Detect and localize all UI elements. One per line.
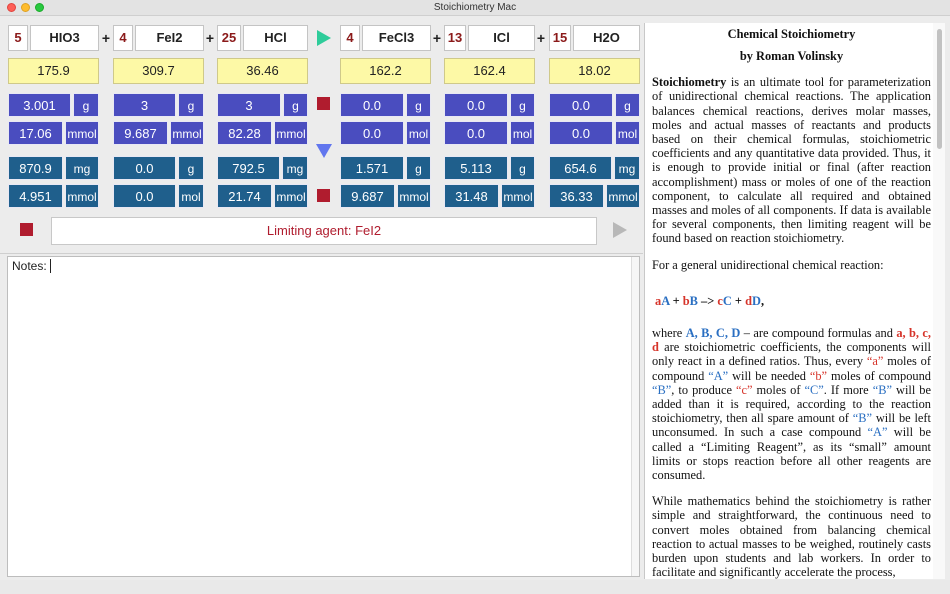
notes-label: Notes: [12,259,47,273]
molar-mass-field: 309.7 [113,58,204,84]
result-amount-unit[interactable]: mmol [501,184,535,208]
initial-amount-unit[interactable]: mol [615,121,640,145]
text-cursor [50,259,51,273]
result-mass-field: 792.5 [217,156,280,180]
doc-intro-paragraph: Stoichiometry is an ultimate tool for parameterization of unidirectional chemical reactions. The application balances chemical reactions, derives molar masses, moles and actual masses of reactants and products based on their chemical formulas, stoichiometric coefficients and any quantitative data provided. Thus, it is enough to provide initial or final (after reaction accomplishment) mass or moles of one of the reaction component, to calculate all required and obtained masses and moles of all components. If data is available for several components, then limiting reagent will be found based on reaction stoichiometry. [652,75,931,246]
doc-explanation-paragraph: where A, B, C, D – are compound formulas and a, b, c, d are stoichiometric coefficients, the components will only react in a defined ratios. Thus, every “a” moles of compound “A” will be needed “b” moles of compound “B”, to produce “c” moles of “C”. If more “B” will be added than it is required, according to the reaction stoichiometry, then all spare amount of “B” will be left unconsumed. In such a case compound “A” will be called a “Limiting Reagent”, as its “small” amount limits or stops reaction before all other reagents are consumed. [652,326,932,483]
initial-amount-unit[interactable]: mmol [274,121,308,145]
result-mass-unit[interactable]: g [178,156,204,180]
initial-mass-unit[interactable]: g [73,93,99,117]
stop-result-icon[interactable] [317,189,330,202]
plus-sign: + [536,30,546,46]
initial-mass-input[interactable]: 3 [113,93,176,117]
result-amount-unit[interactable]: mmol [606,184,640,208]
molar-mass-field: 36.46 [217,58,308,84]
limiting-agent-status: Limiting agent: FeI2 [51,217,597,245]
notes-area[interactable] [7,256,640,577]
formula-input[interactable]: FeI2 [135,25,204,51]
result-amount-field: 31.48 [444,184,499,208]
initial-mass-input[interactable]: 3.001 [8,93,71,117]
initial-amount-input[interactable]: 0.0 [340,121,404,145]
bottom-bar [0,580,950,594]
result-amount-field: 9.687 [340,184,395,208]
formula-input[interactable]: HIO3 [30,25,99,51]
notes-scrollbar[interactable] [631,257,639,576]
close-window-button[interactable] [7,3,16,12]
initial-amount-unit[interactable]: mmol [170,121,204,145]
initial-mass-input[interactable]: 3 [217,93,281,117]
initial-amount-input[interactable]: 82.28 [217,121,272,145]
initial-amount-input[interactable]: 17.06 [8,121,63,145]
coefficient-input[interactable]: 13 [444,25,466,51]
result-mass-field: 870.9 [8,156,63,180]
molar-mass-field: 175.9 [8,58,99,84]
result-amount-field: 21.74 [217,184,272,208]
initial-amount-input[interactable]: 0.0 [549,121,613,145]
initial-mass-unit[interactable]: g [283,93,308,117]
initial-mass-input[interactable]: 0.0 [549,93,613,117]
initial-amount-unit[interactable]: mol [510,121,535,145]
result-mass-field: 0.0 [113,156,176,180]
initial-amount-input[interactable]: 0.0 [444,121,508,145]
result-mass-field: 654.6 [549,156,612,180]
initial-mass-input[interactable]: 0.0 [444,93,508,117]
doc-title: Chemical Stoichiometry [727,27,856,41]
result-amount-field: 36.33 [549,184,604,208]
doc-author: by Roman Volinsky [739,49,844,63]
balance-play-icon[interactable] [317,30,331,46]
minimize-window-button[interactable] [21,3,30,12]
title-bar [0,0,950,16]
general-reaction-equation: aA + bB –> cC + dD, [655,293,765,308]
result-mass-unit[interactable]: mg [65,156,99,180]
result-mass-unit[interactable]: g [406,156,431,180]
clear-stop-icon[interactable] [20,223,33,236]
formula-input[interactable]: FeCl3 [362,25,431,51]
doc-scrollbar[interactable] [933,23,945,579]
doc-scroll-thumb[interactable] [937,29,942,149]
formula-input[interactable]: H2O [573,25,640,51]
formula-input[interactable]: ICl [468,25,535,51]
stop-initial-icon[interactable] [317,97,330,110]
formula-input[interactable]: HCl [243,25,308,51]
doc-reaction-intro: For a general unidirectional chemical reaction: [652,257,884,272]
plus-sign: + [432,30,442,46]
initial-mass-unit[interactable]: g [615,93,640,117]
window-title: Stoichiometry Mac [433,2,517,13]
plus-sign: + [101,30,111,46]
result-mass-unit[interactable]: mg [614,156,640,180]
plus-sign: + [205,30,215,46]
result-amount-field: 4.951 [8,184,63,208]
initial-amount-unit[interactable]: mol [406,121,431,145]
result-mass-unit[interactable]: g [510,156,535,180]
molar-mass-field: 18.02 [549,58,640,84]
coefficient-input[interactable]: 5 [8,25,28,51]
result-amount-unit[interactable]: mol [178,184,204,208]
result-mass-unit[interactable]: mg [282,156,308,180]
initial-amount-unit[interactable]: mmol [65,121,99,145]
molar-mass-field: 162.2 [340,58,431,84]
zoom-window-button[interactable] [35,3,44,12]
coefficient-input[interactable]: 15 [549,25,571,51]
result-mass-field: 1.571 [340,156,404,180]
result-amount-unit[interactable]: mmol [274,184,308,208]
initial-mass-unit[interactable]: g [178,93,204,117]
calculate-down-icon[interactable] [316,144,332,158]
initial-mass-unit[interactable]: g [406,93,431,117]
documentation-pane[interactable] [644,23,945,579]
forward-play-icon[interactable] [613,222,627,238]
doc-math-paragraph: While mathematics behind the stoichiometry is rather simple and straightforward, the continuous need to convert moles obtained from balancing chemical reaction to actual masses to be weighed, routinely casts burden upon students and lab workers. In order to facilitate and significantly accelerate the process, [652,494,931,579]
result-mass-field: 5.113 [444,156,508,180]
initial-mass-input[interactable]: 0.0 [340,93,404,117]
molar-mass-field: 162.4 [444,58,535,84]
result-amount-unit[interactable]: mmol [65,184,99,208]
coefficient-input[interactable]: 25 [217,25,241,51]
initial-mass-unit[interactable]: g [510,93,535,117]
coefficient-input[interactable]: 4 [340,25,360,51]
result-amount-field: 0.0 [113,184,176,208]
result-amount-unit[interactable]: mmol [397,184,431,208]
section-divider [0,253,643,254]
coefficient-input[interactable]: 4 [113,25,133,51]
initial-amount-input[interactable]: 9.687 [113,121,168,145]
